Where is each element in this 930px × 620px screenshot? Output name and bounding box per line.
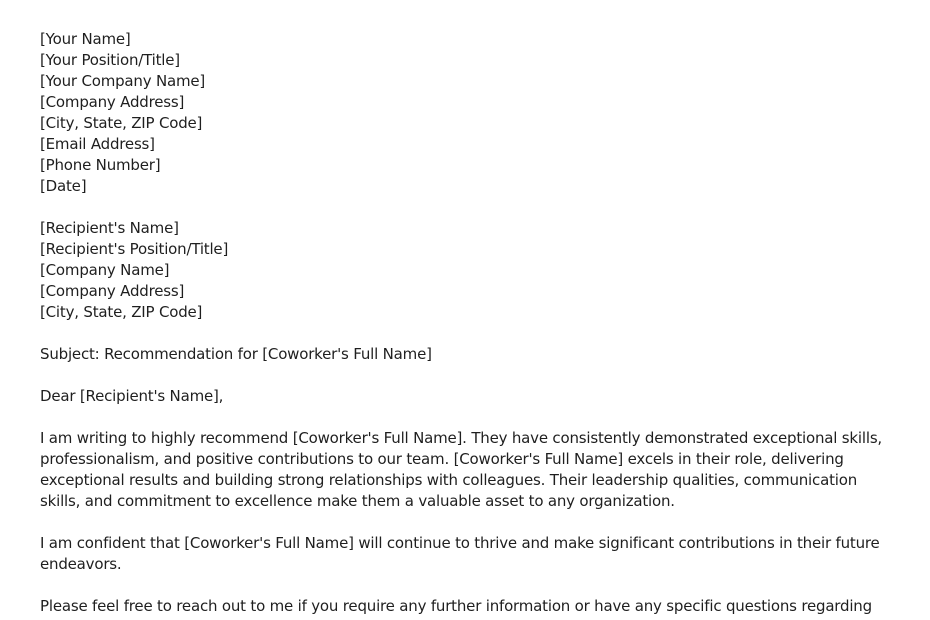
paragraph-line: endeavors. — [40, 555, 122, 573]
spacer — [40, 365, 890, 386]
sender-position: [Your Position/Title] — [40, 51, 180, 69]
spacer — [40, 323, 890, 344]
spacer — [40, 512, 890, 533]
sender-phone: [Phone Number] — [40, 156, 161, 174]
sender-address: [Company Address] — [40, 93, 185, 111]
sender-city: [City, State, ZIP Code] — [40, 114, 203, 132]
spacer — [40, 197, 890, 218]
sender-name: [Your Name] — [40, 30, 131, 48]
body-paragraph-3 — [40, 596, 890, 617]
paragraph-line: skills, and commitment to excellence make them a valuable asset to any organization. — [40, 492, 675, 510]
paragraph-line: I am writing to highly recommend [Coworker's Full Name]. They have consistently demonstrated exceptional skills, — [40, 429, 882, 447]
paragraph-line: exceptional results and building strong relationships with colleagues. Their leadership qualities, communication — [40, 471, 857, 489]
recipient-name: [Recipient's Name] — [40, 219, 179, 237]
spacer — [40, 407, 890, 428]
paragraph-line: professionalism, and positive contributions to our team. [Coworker's Full Name] excels in their role, delivering — [40, 450, 844, 468]
recipient-city: [City, State, ZIP Code] — [40, 303, 203, 321]
paragraph-line: Please feel free to reach out to me if you require any further information or have any specific questions regarding — [40, 597, 872, 615]
recommendation-letter — [40, 29, 890, 617]
sender-company: [Your Company Name] — [40, 72, 206, 90]
subject-line: Subject: Recommendation for [Coworker's Full Name] — [40, 345, 432, 363]
recipient-address: [Company Address] — [40, 282, 185, 300]
body-paragraph-1 — [40, 428, 890, 512]
recipient-block — [40, 218, 890, 323]
letter-date: [Date] — [40, 177, 87, 195]
sender-block — [40, 29, 890, 197]
sender-email: [Email Address] — [40, 135, 155, 153]
spacer — [40, 575, 890, 596]
paragraph-line: I am confident that [Coworker's Full Name] will continue to thrive and make significant contributions in their future — [40, 534, 880, 552]
body-paragraph-2 — [40, 533, 890, 575]
recipient-position: [Recipient's Position/Title] — [40, 240, 229, 258]
salutation: Dear [Recipient's Name], — [40, 387, 224, 405]
recipient-company: [Company Name] — [40, 261, 170, 279]
